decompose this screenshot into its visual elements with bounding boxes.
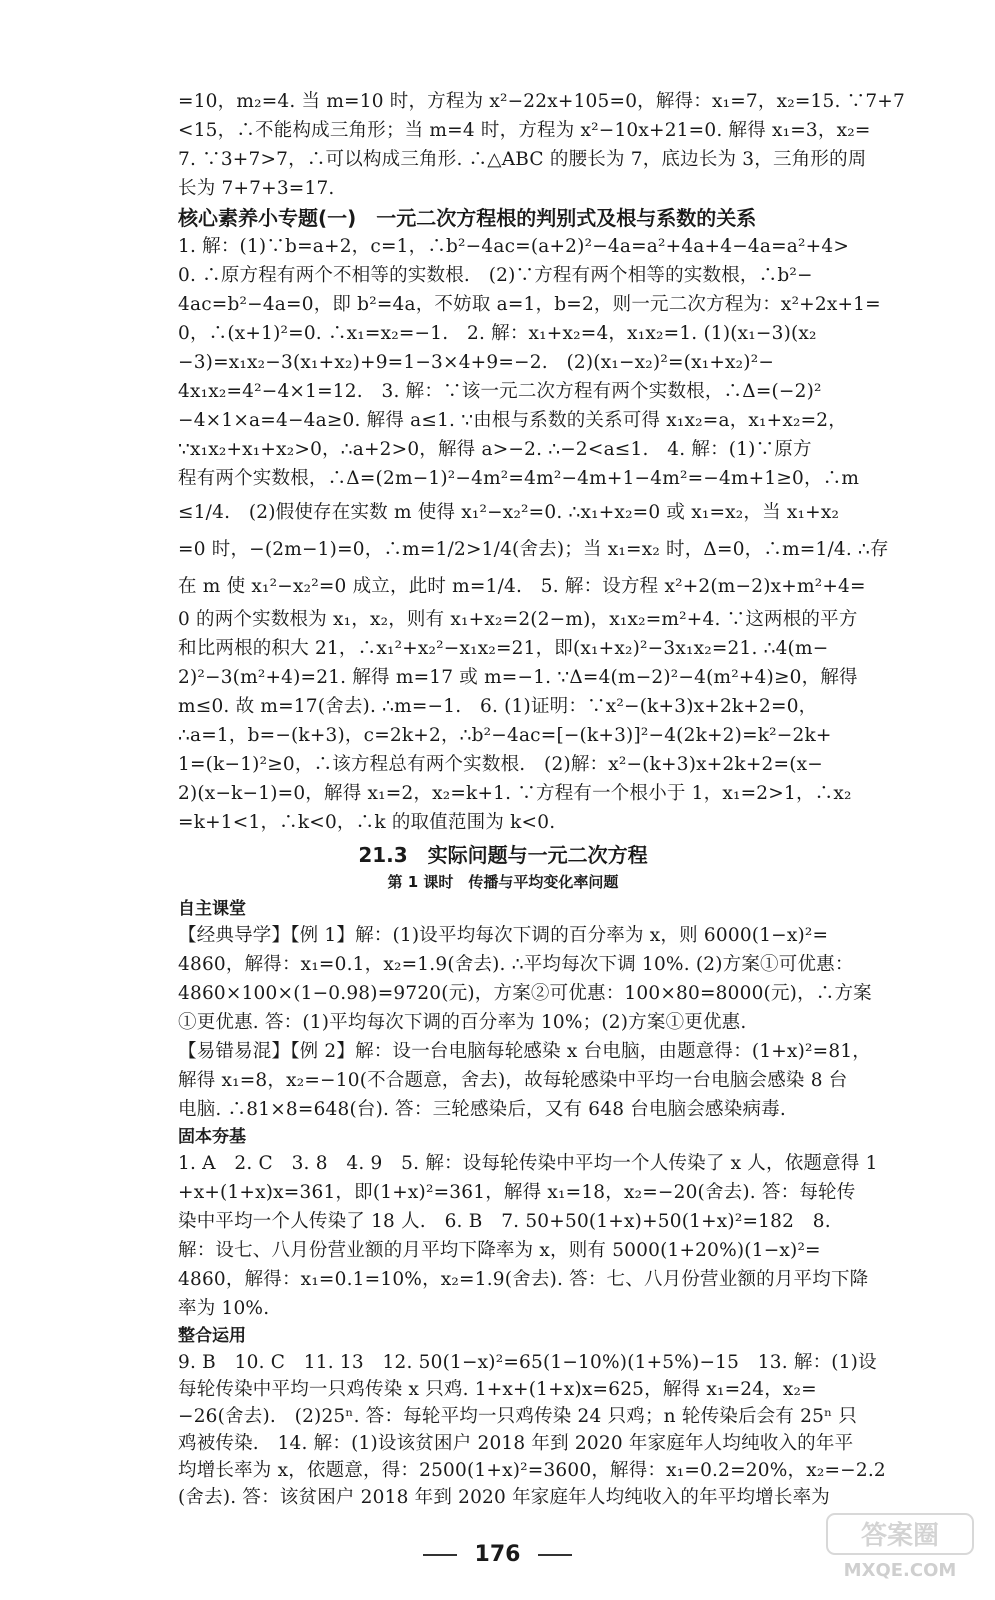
- footer-rule-left: [423, 1554, 457, 1556]
- text-line: 4860×100×(1−0.98)=9720(元)，方案②可优惠：100×80=8000(元)，∴方案: [178, 983, 872, 1004]
- text-line: =10，m₂=4. 当 m=10 时，方程为 x²−22x+105=0，解得：x₁=7，x₂=15. ∵7+7: [178, 91, 905, 112]
- text-line: 1. 解：(1)∵b=a+2，c=1，∴b²−4ac=(a+2)²−4a=a²+4a+4−4a=a²+4>: [178, 236, 850, 257]
- text-line: 程有两个实数根，∴Δ=(2m−1)²−4m²=4m²−4m+1−4m²=−4m+1≥0，∴m: [178, 468, 860, 489]
- lesson-subtitle: 第 1 课时 传播与平均变化率问题: [387, 873, 619, 891]
- text-line: 4860，解得：x₁=0.1，x₂=1.9(舍去). ∴平均每次下调 10%. (2)方案①可优惠：: [178, 954, 854, 975]
- text-line: 解：设七、八月份营业额的月平均下降率为 x，则有 5000(1+20%)(1−x)²=: [178, 1240, 821, 1261]
- section-label: 整合运用: [178, 1326, 246, 1346]
- text-line: =0 时，−(2m−1)=0，∴m=1/2>1/4(舍去)；当 x₁=x₂ 时，Δ=0，∴m=1/4. ∴存: [178, 539, 889, 560]
- text-line: 染中平均一个人传染了 18 人. 6. B 7. 50+50(1+x)+50(1+x)²=182 8.: [178, 1211, 831, 1232]
- text-line: 1=(k−1)²≥0，∴该方程总有两个实数根. (2)解：x²−(k+3)x+2k+2=(x−: [178, 754, 823, 775]
- text-line: 0. ∴原方程有两个不相等的实数根. (2)∵方程有两个相等的实数根，∴b²−: [178, 265, 813, 286]
- text-line: 鸡被传染. 14. 解：(1)设该贫困户 2018 年到 2020 年家庭年人均纯收入的年平: [178, 1433, 854, 1454]
- text-line: <15，∴不能构成三角形；当 m=4 时，方程为 x²−10x+21=0. 解得 x₁=3，x₂=: [178, 120, 871, 141]
- watermark-url: MXQE.COM: [843, 1560, 957, 1581]
- text-line: 0，∴(x+1)²=0. ∴x₁=x₂=−1. 2. 解：x₁+x₂=4，x₁x₂=1. (1)(x₁−3)(x₂: [178, 323, 817, 344]
- text-line: 4860，解得：x₁=0.1=10%，x₂=1.9(舍去). 答：七、八月份营业额的月平均下降: [178, 1269, 869, 1290]
- text-line: 2)²−3(m²+4)=21. 解得 m=17 或 m=−1. ∵Δ=4(m−2)²−4(m²+4)≥0，解得: [178, 667, 858, 688]
- page-number: 176: [474, 1542, 521, 1567]
- text-line: 7. ∵3+7>7，∴可以构成三角形. ∴△ABC 的腰长为 7，底边长为 3，三角形的周: [178, 149, 867, 170]
- text-line: +x+(1+x)x=361，即(1+x)²=361，解得 x₁=18，x₂=−20(舍去). 答：每轮传: [178, 1182, 856, 1203]
- text-line: 每轮传染中平均一只鸡传染 x 只鸡. 1+x+(1+x)x=625，解得 x₁=24，x₂=: [178, 1379, 817, 1400]
- text-line: 【经典导学】【例 1】解：(1)设平均每次下调的百分率为 x，则 6000(1−x)²=: [178, 925, 829, 946]
- text-line: 4x₁x₂=4²−4×1=12. 3. 解：∵该一元二次方程有两个实数根，∴Δ=(−2)²: [178, 381, 822, 402]
- text-line: 0 的两个实数根为 x₁，x₂，则有 x₁+x₂=2(2−m)，x₁x₂=m²+4. ∵这两根的平方: [178, 609, 858, 630]
- text-line: −4×1×a=4−4a≥0. 解得 a≤1. ∵由根与系数的关系可得 x₁x₂=a，x₁+x₂=2，: [178, 410, 847, 431]
- watermark-text: 答案圈: [860, 1521, 940, 1551]
- text-line: m≤0. 故 m=17(舍去). ∴m=−1. 6. (1)证明：∵x²−(k+3)x+2k+2=0，: [178, 696, 818, 717]
- text-line: 解得 x₁=8，x₂=−10(不合题意，舍去)，故每轮感染中平均一台电脑会感染 8 台: [178, 1070, 848, 1091]
- text-line: ∵x₁x₂+x₁+x₂>0，∴a+2>0，解得 a>−2. ∴−2<a≤1. 4. 解：(1)∵原方: [178, 439, 812, 460]
- text-line: 长为 7+7+3=17.: [178, 178, 335, 199]
- text-line: ∴a=1，b=−(k+3)，c=2k+2，∴b²−4ac=[−(k+3)]²−4(2k+2)=k²−2k+: [178, 725, 832, 746]
- text-line: ①更优惠. 答：(1)平均每次下调的百分率为 10%；(2)方案①更优惠.: [178, 1012, 747, 1033]
- text-line: 【易错易混】【例 2】解：设一台电脑每轮感染 x 台电脑，由题意得：(1+x)²=81，: [178, 1041, 871, 1062]
- text-line: 9. B 10. C 11. 13 12. 50(1−x)²=65(1−10%)(1+5%)−15 13. 解：(1)设: [178, 1352, 877, 1373]
- watermark-logo: [825, 1512, 975, 1582]
- footer-rule-right: [538, 1554, 572, 1556]
- section-title: 21.3 实际问题与一元二次方程: [358, 843, 648, 867]
- text-line: 和比两根的积大 21，∴x₁²+x₂²−x₁x₂=21，即(x₁+x₂)²−3x₁x₂=21. ∴4(m−: [178, 638, 829, 659]
- text-line: 电脑. ∴81×8=648(台). 答：三轮感染后，又有 648 台电脑会感染病毒.: [178, 1099, 786, 1120]
- text-line: 2)(x−k−1)=0，解得 x₁=2，x₂=k+1. ∵方程有一个根小于 1，x₁=2>1，∴x₂: [178, 783, 852, 804]
- text-line: 在 m 使 x₁²−x₂²=0 成立，此时 m=1/4. 5. 解：设方程 x²+2(m−2)x+m²+4=: [178, 576, 866, 597]
- text-line: 率为 10%.: [178, 1298, 270, 1319]
- section-label: 固本夯基: [178, 1127, 246, 1147]
- text-line: 1. A 2. C 3. 8 4. 9 5. 解：设每轮传染中平均一个人传染了 x 人，依题意得 1: [178, 1153, 878, 1174]
- text-line: 4ac=b²−4a=0，即 b²=4a，不妨取 a=1，b=2，则一元二次方程为：x²+2x+1=: [178, 294, 881, 315]
- text-line: −26(舍去). (2)25ⁿ. 答：每轮平均一只鸡传染 24 只鸡；n 轮传染后会有 25ⁿ 只: [178, 1406, 858, 1427]
- topic-heading: 核心素养小专题(一) 一元二次方程根的判别式及根与系数的关系: [178, 206, 757, 230]
- text-line: −3)=x₁x₂−3(x₁+x₂)+9=1−3×4+9=−2. (2)(x₁−x₂)²=(x₁+x₂)²−: [178, 352, 775, 373]
- text-line: ≤1/4. (2)假使存在实数 m 使得 x₁²−x₂²=0. ∴x₁+x₂=0 或 x₁=x₂，当 x₁+x₂: [178, 502, 840, 523]
- section-label: 自主课堂: [178, 899, 246, 919]
- text-line: =k+1<1，∴k<0，∴k 的取值范围为 k<0.: [178, 812, 556, 833]
- text-line: 均增长率为 x，依题意，得：2500(1+x)²=3600，解得：x₁=0.2=20%，x₂=−2.2: [178, 1460, 886, 1481]
- text-line: (舍去). 答：该贫困户 2018 年到 2020 年家庭年人均纯收入的年平均增长率为: [178, 1487, 830, 1508]
